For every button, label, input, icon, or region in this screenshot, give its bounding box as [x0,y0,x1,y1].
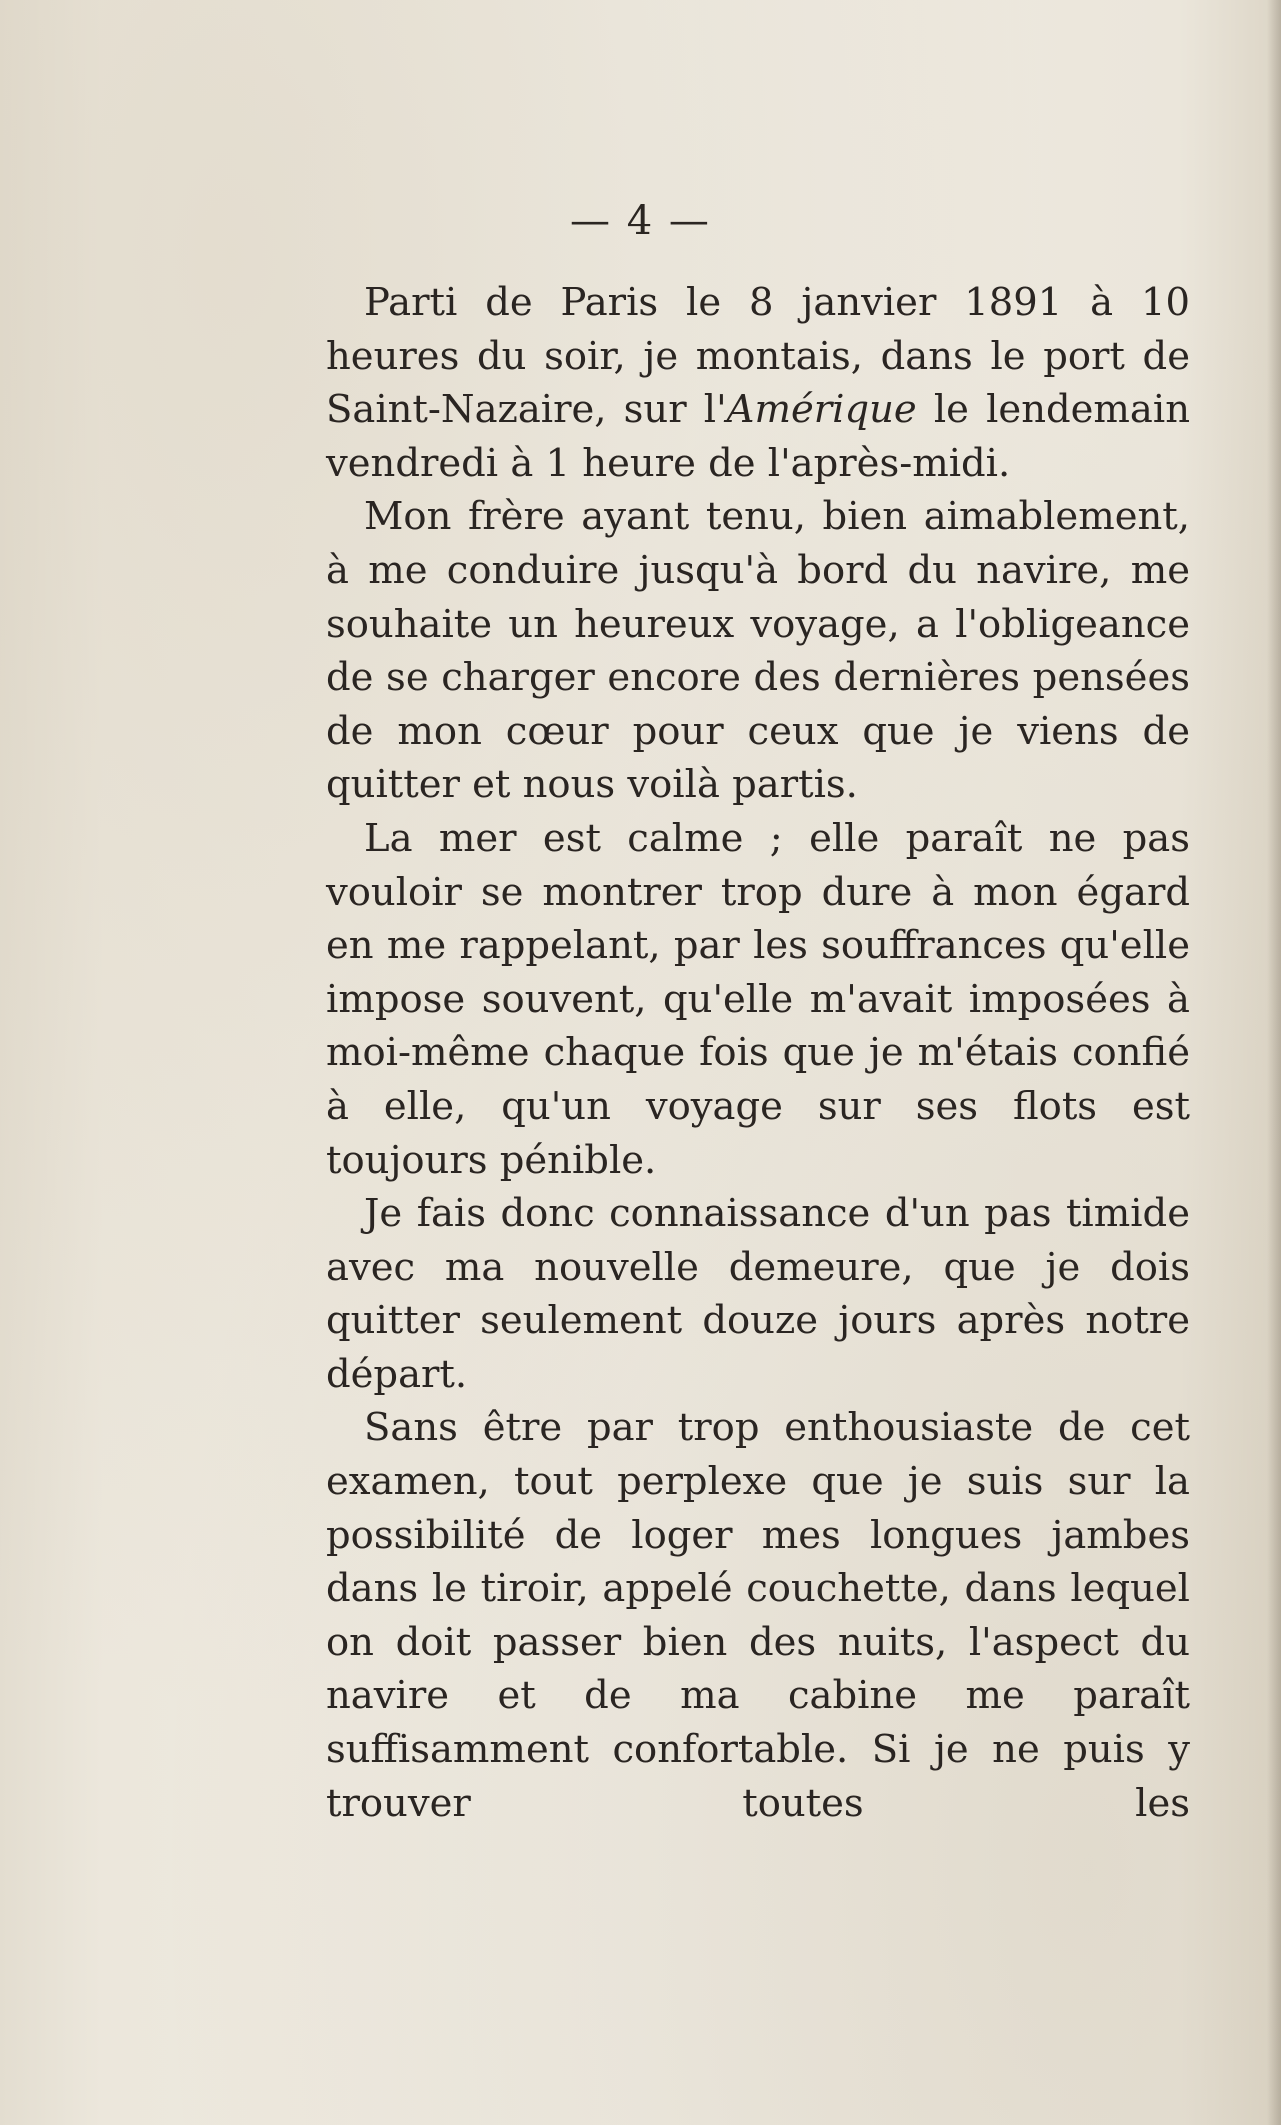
paragraph-1 [326,276,1190,490]
paragraph-5: Sans être par trop enthousiaste de cet examen, tout perplexe que je suis sur la possibilité de loger mes longues jambes dans le tiroir, appelé couchette, dans lequel on doit passer bien des nuits, l'aspect du navire et de ma cabine me paraît suffisamment confortable. Si je ne puis y trouver toutes les [326,1405,1190,1826]
paragraph-2: Mon frère ayant tenu, bien aimablement, à me conduire jusqu'à bord du navire, me souhaite un heureux voyage, a l'obligeance de se charger encore des dernières pensées de mon cœur pour ceux que je viens de quitter et nous voilà partis. [326,494,1190,808]
page-number: — 4 — [570,198,711,244]
paragraph-1-text-start: Parti de Paris le 8 janvier 1891 à 10 heures du soir, je montais, dans le port de Saint-Nazaire, sur l' [326,280,1190,433]
paragraph-3: La mer est calme ; elle paraît ne pas vouloir se montrer trop dure à mon égard en me rappelant, par les souffrances qu'elle impose souvent, qu'elle m'avait imposées à moi-même chaque fois que je m'étais confié à elle, qu'un voyage sur ses flots est toujours pénible. [326,815,1190,1183]
page-edge-shadow [1267,0,1281,2125]
paragraph-4: Je fais donc connaissance d'un pas timide avec ma nouvelle demeure, que je dois quitter seulement douze jours après notre départ. [326,1191,1190,1397]
ship-name: Amérique [726,387,917,433]
body-text [326,276,1190,1830]
paragraph-1-text-end: le lendemain vendredi à 1 heure de l'après-midi. [326,387,1190,486]
